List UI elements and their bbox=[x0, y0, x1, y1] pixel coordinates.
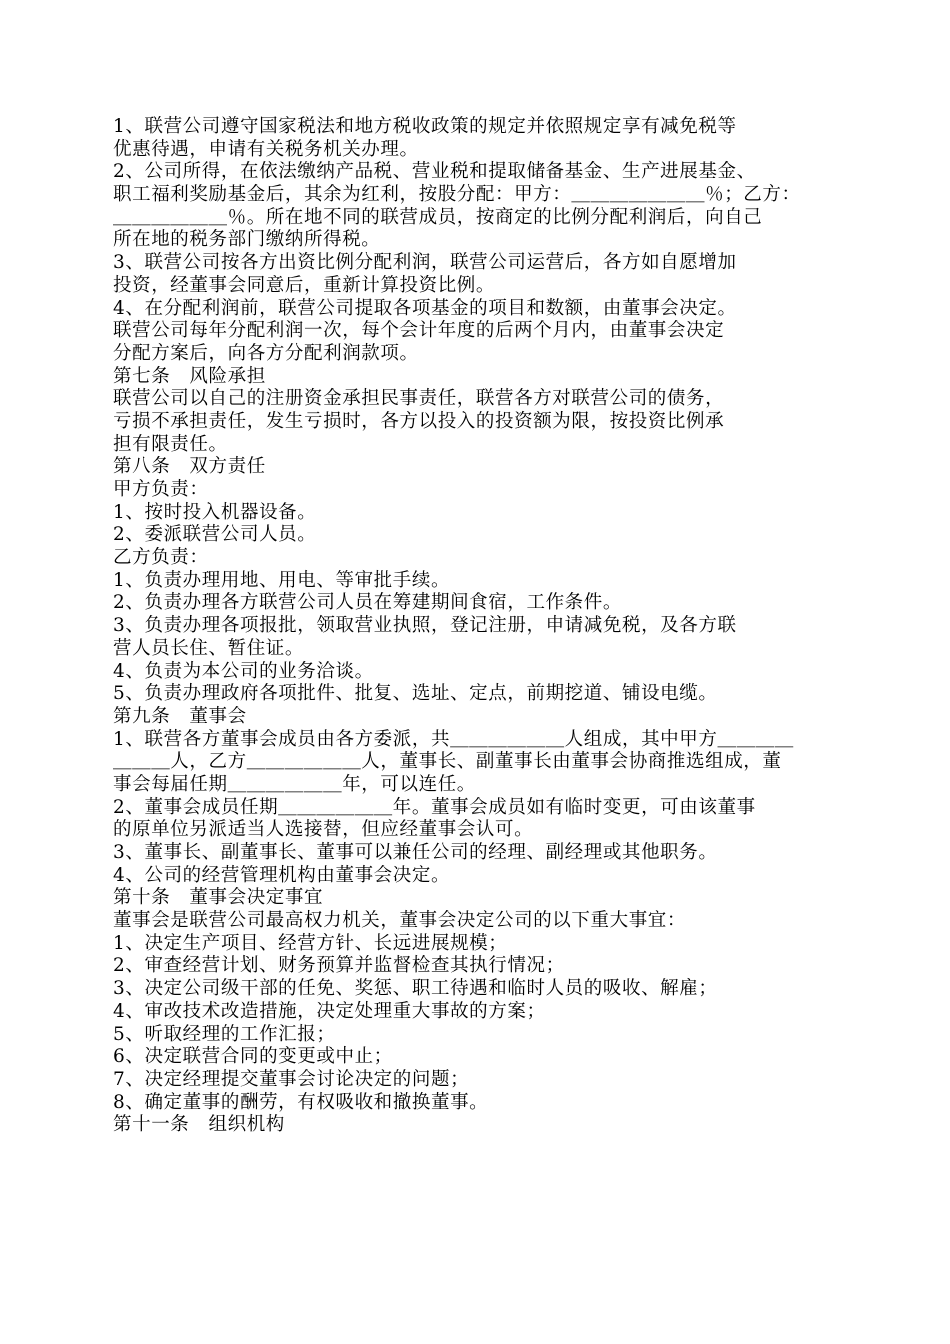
text-line: 职工福利奖励基金后，其余为红利，按股分配：甲方：＿＿＿＿＿＿＿％；乙方： bbox=[113, 184, 801, 206]
text-line: 乙方负责： bbox=[113, 547, 209, 569]
section-heading: 第八条 双方责任 bbox=[113, 456, 266, 478]
text-line: 担有限责任。 bbox=[113, 433, 228, 455]
section-heading: 第十一条 组织机构 bbox=[113, 1114, 285, 1136]
text-line: 1、决定生产项目、经营方针、长远进展规模； bbox=[113, 932, 508, 954]
text-line: 3、负责办理各项报批，领取营业执照，登记注册，申请减免税，及各方联 bbox=[113, 615, 737, 637]
text-line: 3、决定公司级干部的任免、奖惩、职工待遇和临时人员的吸收、解雇； bbox=[113, 978, 718, 1000]
text-line: 的原单位另派适当人选接替，但应经董事会认可。 bbox=[113, 819, 534, 841]
text-line: 分配方案后，向各方分配利润款项。 bbox=[113, 342, 419, 364]
text-line: 5、听取经理的工作汇报； bbox=[113, 1023, 336, 1045]
text-line: 2、委派联营公司人员。 bbox=[113, 524, 317, 546]
text-line: 4、负责为本公司的业务洽谈。 bbox=[113, 660, 374, 682]
text-line: 8、确定董事的酬劳，有权吸收和撤换董事。 bbox=[113, 1091, 489, 1113]
text-line: 联营公司每年分配利润一次，每个会计年度的后两个月内，由董事会决定 bbox=[113, 320, 725, 342]
section-heading: 第七条 风险承担 bbox=[113, 365, 266, 387]
text-line: 投资，经董事会同意后，重新计算投资比例。 bbox=[113, 274, 496, 296]
text-line: 4、在分配利润前，联营公司提取各项基金的项目和数额，由董事会决定。 bbox=[113, 297, 737, 319]
text-line: 董事会是联营公司最高权力机关，董事会决定公司的以下重大事宜： bbox=[113, 910, 687, 932]
text-line: ＿＿＿人，乙方＿＿＿＿＿＿人，董事长、副董事长由董事会协商推选组成，董 bbox=[113, 751, 782, 773]
text-line: 1、负责办理用地、用电、等审批手续。 bbox=[113, 569, 451, 591]
text-line: 所在地的税务部门缴纳所得税。 bbox=[113, 229, 381, 251]
text-line: 7、决定经理提交董事会讨论决定的问题； bbox=[113, 1068, 470, 1090]
text-line: 2、董事会成员任期＿＿＿＿＿＿年。董事会成员如有临时变更，可由该董事 bbox=[113, 796, 756, 818]
text-line: 6、决定联营合同的变更或中止； bbox=[113, 1046, 393, 1068]
text-line: 甲方负责： bbox=[113, 479, 209, 500]
text-line: 4、公司的经营管理机构由董事会决定。 bbox=[113, 864, 451, 886]
section-heading: 第十条 董事会决定事宜 bbox=[113, 887, 324, 909]
section-heading: 第九条 董事会 bbox=[113, 705, 247, 727]
text-line: 2、公司所得，在依法缴纳产品税、营业税和提取储备基金、生产进展基金、 bbox=[113, 161, 756, 183]
text-line: ＿＿＿＿＿＿％。所在地不同的联营成员，按商定的比例分配利润后，向自己 bbox=[113, 206, 763, 228]
text-line: 5、负责办理政府各项批件、批复、选址、定点，前期挖道、铺设电缆。 bbox=[113, 683, 718, 705]
text-line: 亏损不承担责任，发生亏损时，各方以投入的投资额为限，按投资比例承 bbox=[113, 410, 725, 432]
text-line: 营人员长住、暂住证。 bbox=[113, 637, 305, 659]
text-line: 2、负责办理各方联营公司人员在筹建期间食宿，工作条件。 bbox=[113, 592, 622, 614]
text-line: 1、联营公司遵守国家税法和地方税收政策的规定并依照规定享有减免税等 bbox=[113, 116, 737, 137]
text-line: 1、按时投入机器设备。 bbox=[113, 501, 317, 523]
text-line: 1、联营各方董事会成员由各方委派，共＿＿＿＿＿＿人组成，其中甲方＿＿＿＿ bbox=[113, 728, 794, 750]
text-line: 3、联营公司按各方出资比例分配利润，联营公司运营后，各方如自愿增加 bbox=[113, 252, 737, 274]
text-line: 3、董事长、副董事长、董事可以兼任公司的经理、副经理或其他职务。 bbox=[113, 842, 718, 863]
text-line: 4、审改技术改造措施，决定处理重大事故的方案； bbox=[113, 1000, 546, 1022]
text-line: 优惠待遇，申请有关税务机关办理。 bbox=[113, 138, 419, 160]
document-body bbox=[113, 116, 843, 1137]
text-line: 联营公司以自己的注册资金承担民事责任，联营各方对联营公司的债务， bbox=[113, 388, 725, 410]
text-line: 事会每届任期＿＿＿＿＿＿年，可以连任。 bbox=[113, 773, 476, 795]
text-line: 2、审查经营计划、财务预算并监督检查其执行情况； bbox=[113, 955, 565, 977]
